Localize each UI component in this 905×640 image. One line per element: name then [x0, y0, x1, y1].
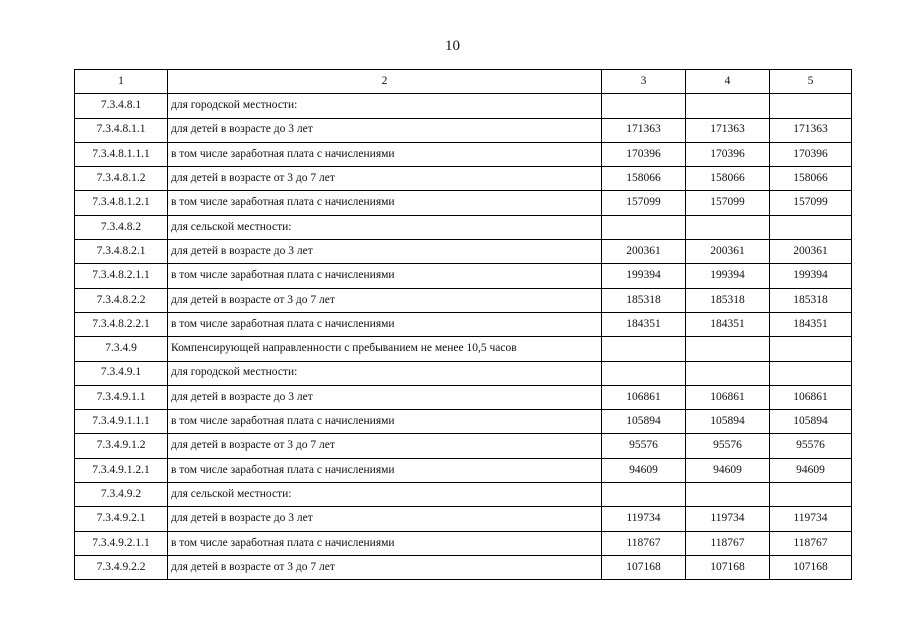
row-code-cell: 7.3.4.8.1.2 [75, 167, 168, 191]
row-description-cell: в том числе заработная плата с начислениями [168, 531, 602, 555]
table-row [75, 531, 852, 555]
table-row [75, 507, 852, 531]
row-description-cell: для сельской местности: [168, 483, 602, 507]
column-header-3: 3 [602, 70, 686, 94]
row-value-col5-cell: 184351 [770, 312, 852, 336]
row-code-cell: 7.3.4.9.1.2.1 [75, 458, 168, 482]
table-row [75, 385, 852, 409]
table-row [75, 288, 852, 312]
row-value-col4-cell [686, 337, 770, 361]
row-value-col3-cell [602, 483, 686, 507]
row-description-cell: Компенсирующей направленности с пребыванием не менее 10,5 часов [168, 337, 602, 361]
row-description-cell: для детей в возрасте от 3 до 7 лет [168, 434, 602, 458]
row-value-col5-cell: 107168 [770, 555, 852, 579]
row-code-cell: 7.3.4.8.2.2 [75, 288, 168, 312]
row-value-col3-cell: 94609 [602, 458, 686, 482]
row-value-col3-cell [602, 361, 686, 385]
row-value-col4-cell: 184351 [686, 312, 770, 336]
table-row [75, 410, 852, 434]
row-value-col4-cell: 199394 [686, 264, 770, 288]
row-value-col3-cell: 105894 [602, 410, 686, 434]
row-value-col5-cell: 171363 [770, 118, 852, 142]
row-description-cell: для детей в возрасте от 3 до 7 лет [168, 288, 602, 312]
table-row [75, 483, 852, 507]
row-value-col3-cell: 106861 [602, 385, 686, 409]
row-value-col3-cell: 95576 [602, 434, 686, 458]
row-code-cell: 7.3.4.9.2.1 [75, 507, 168, 531]
row-code-cell: 7.3.4.8.2.1.1 [75, 264, 168, 288]
row-value-col4-cell: 171363 [686, 118, 770, 142]
row-value-col5-cell [770, 215, 852, 239]
row-description-cell: в том числе заработная плата с начислениями [168, 410, 602, 434]
column-header-1: 1 [75, 70, 168, 94]
row-value-col4-cell: 107168 [686, 555, 770, 579]
row-value-col5-cell: 95576 [770, 434, 852, 458]
row-value-col3-cell: 119734 [602, 507, 686, 531]
row-value-col5-cell: 170396 [770, 142, 852, 166]
row-description-cell: для городской местности: [168, 361, 602, 385]
row-value-col5-cell: 119734 [770, 507, 852, 531]
row-description-cell: для детей в возрасте до 3 лет [168, 240, 602, 264]
row-value-col5-cell: 185318 [770, 288, 852, 312]
row-value-col3-cell: 118767 [602, 531, 686, 555]
row-value-col4-cell: 95576 [686, 434, 770, 458]
row-code-cell: 7.3.4.8.1.2.1 [75, 191, 168, 215]
row-value-col3-cell: 171363 [602, 118, 686, 142]
row-code-cell: 7.3.4.9.1.1 [75, 385, 168, 409]
row-description-cell: в том числе заработная плата с начислениями [168, 191, 602, 215]
row-value-col3-cell: 199394 [602, 264, 686, 288]
table-row [75, 337, 852, 361]
row-code-cell: 7.3.4.9.2.1.1 [75, 531, 168, 555]
row-value-col3-cell: 184351 [602, 312, 686, 336]
table-row [75, 191, 852, 215]
row-code-cell: 7.3.4.9 [75, 337, 168, 361]
row-value-col4-cell: 105894 [686, 410, 770, 434]
table-row [75, 555, 852, 579]
row-value-col5-cell: 157099 [770, 191, 852, 215]
row-code-cell: 7.3.4.8.2.1 [75, 240, 168, 264]
row-value-col5-cell: 158066 [770, 167, 852, 191]
row-value-col4-cell: 185318 [686, 288, 770, 312]
row-value-col5-cell: 105894 [770, 410, 852, 434]
row-value-col4-cell: 158066 [686, 167, 770, 191]
table-header-row [75, 70, 852, 94]
row-value-col4-cell: 118767 [686, 531, 770, 555]
table-row [75, 142, 852, 166]
row-code-cell: 7.3.4.9.2 [75, 483, 168, 507]
table-row [75, 434, 852, 458]
table-row [75, 215, 852, 239]
row-value-col4-cell: 170396 [686, 142, 770, 166]
row-value-col4-cell: 200361 [686, 240, 770, 264]
row-description-cell: для детей в возрасте до 3 лет [168, 507, 602, 531]
row-description-cell: для детей в возрасте до 3 лет [168, 385, 602, 409]
column-header-2: 2 [168, 70, 602, 94]
row-value-col4-cell [686, 215, 770, 239]
row-code-cell: 7.3.4.8.1.1.1 [75, 142, 168, 166]
row-value-col3-cell: 107168 [602, 555, 686, 579]
row-value-col4-cell: 94609 [686, 458, 770, 482]
row-description-cell: для городской местности: [168, 94, 602, 118]
row-code-cell: 7.3.4.8.2.2.1 [75, 312, 168, 336]
page-number: 10 [445, 38, 460, 54]
row-value-col3-cell [602, 337, 686, 361]
table-row [75, 361, 852, 385]
row-code-cell: 7.3.4.8.2 [75, 215, 168, 239]
row-value-col5-cell [770, 361, 852, 385]
row-value-col3-cell [602, 94, 686, 118]
data-table [74, 69, 852, 580]
row-description-cell: в том числе заработная плата с начислениями [168, 458, 602, 482]
row-description-cell: для сельской местности: [168, 215, 602, 239]
row-value-col5-cell [770, 337, 852, 361]
row-value-col4-cell: 119734 [686, 507, 770, 531]
row-value-col3-cell: 158066 [602, 167, 686, 191]
row-value-col5-cell: 106861 [770, 385, 852, 409]
row-code-cell: 7.3.4.9.1.2 [75, 434, 168, 458]
table-row [75, 167, 852, 191]
row-code-cell: 7.3.4.8.1 [75, 94, 168, 118]
row-code-cell: 7.3.4.8.1.1 [75, 118, 168, 142]
column-header-4: 4 [686, 70, 770, 94]
row-description-cell: для детей в возрасте от 3 до 7 лет [168, 555, 602, 579]
row-value-col5-cell [770, 94, 852, 118]
row-value-col5-cell [770, 483, 852, 507]
row-code-cell: 7.3.4.9.1 [75, 361, 168, 385]
row-value-col4-cell: 106861 [686, 385, 770, 409]
table-row [75, 264, 852, 288]
table-row [75, 458, 852, 482]
row-description-cell: для детей в возрасте до 3 лет [168, 118, 602, 142]
table-row [75, 94, 852, 118]
row-value-col5-cell: 199394 [770, 264, 852, 288]
row-value-col4-cell [686, 94, 770, 118]
row-value-col4-cell [686, 483, 770, 507]
row-value-col3-cell: 170396 [602, 142, 686, 166]
row-value-col4-cell [686, 361, 770, 385]
row-value-col4-cell: 157099 [686, 191, 770, 215]
row-code-cell: 7.3.4.9.2.2 [75, 555, 168, 579]
row-code-cell: 7.3.4.9.1.1.1 [75, 410, 168, 434]
table-row [75, 240, 852, 264]
row-value-col5-cell: 118767 [770, 531, 852, 555]
row-value-col3-cell [602, 215, 686, 239]
row-description-cell: в том числе заработная плата с начислениями [168, 312, 602, 336]
row-description-cell: в том числе заработная плата с начислениями [168, 142, 602, 166]
row-value-col3-cell: 157099 [602, 191, 686, 215]
row-description-cell: для детей в возрасте от 3 до 7 лет [168, 167, 602, 191]
row-value-col3-cell: 185318 [602, 288, 686, 312]
row-description-cell: в том числе заработная плата с начислениями [168, 264, 602, 288]
table-row [75, 118, 852, 142]
row-value-col3-cell: 200361 [602, 240, 686, 264]
row-value-col5-cell: 94609 [770, 458, 852, 482]
row-value-col5-cell: 200361 [770, 240, 852, 264]
table-row [75, 312, 852, 336]
column-header-5: 5 [770, 70, 852, 94]
